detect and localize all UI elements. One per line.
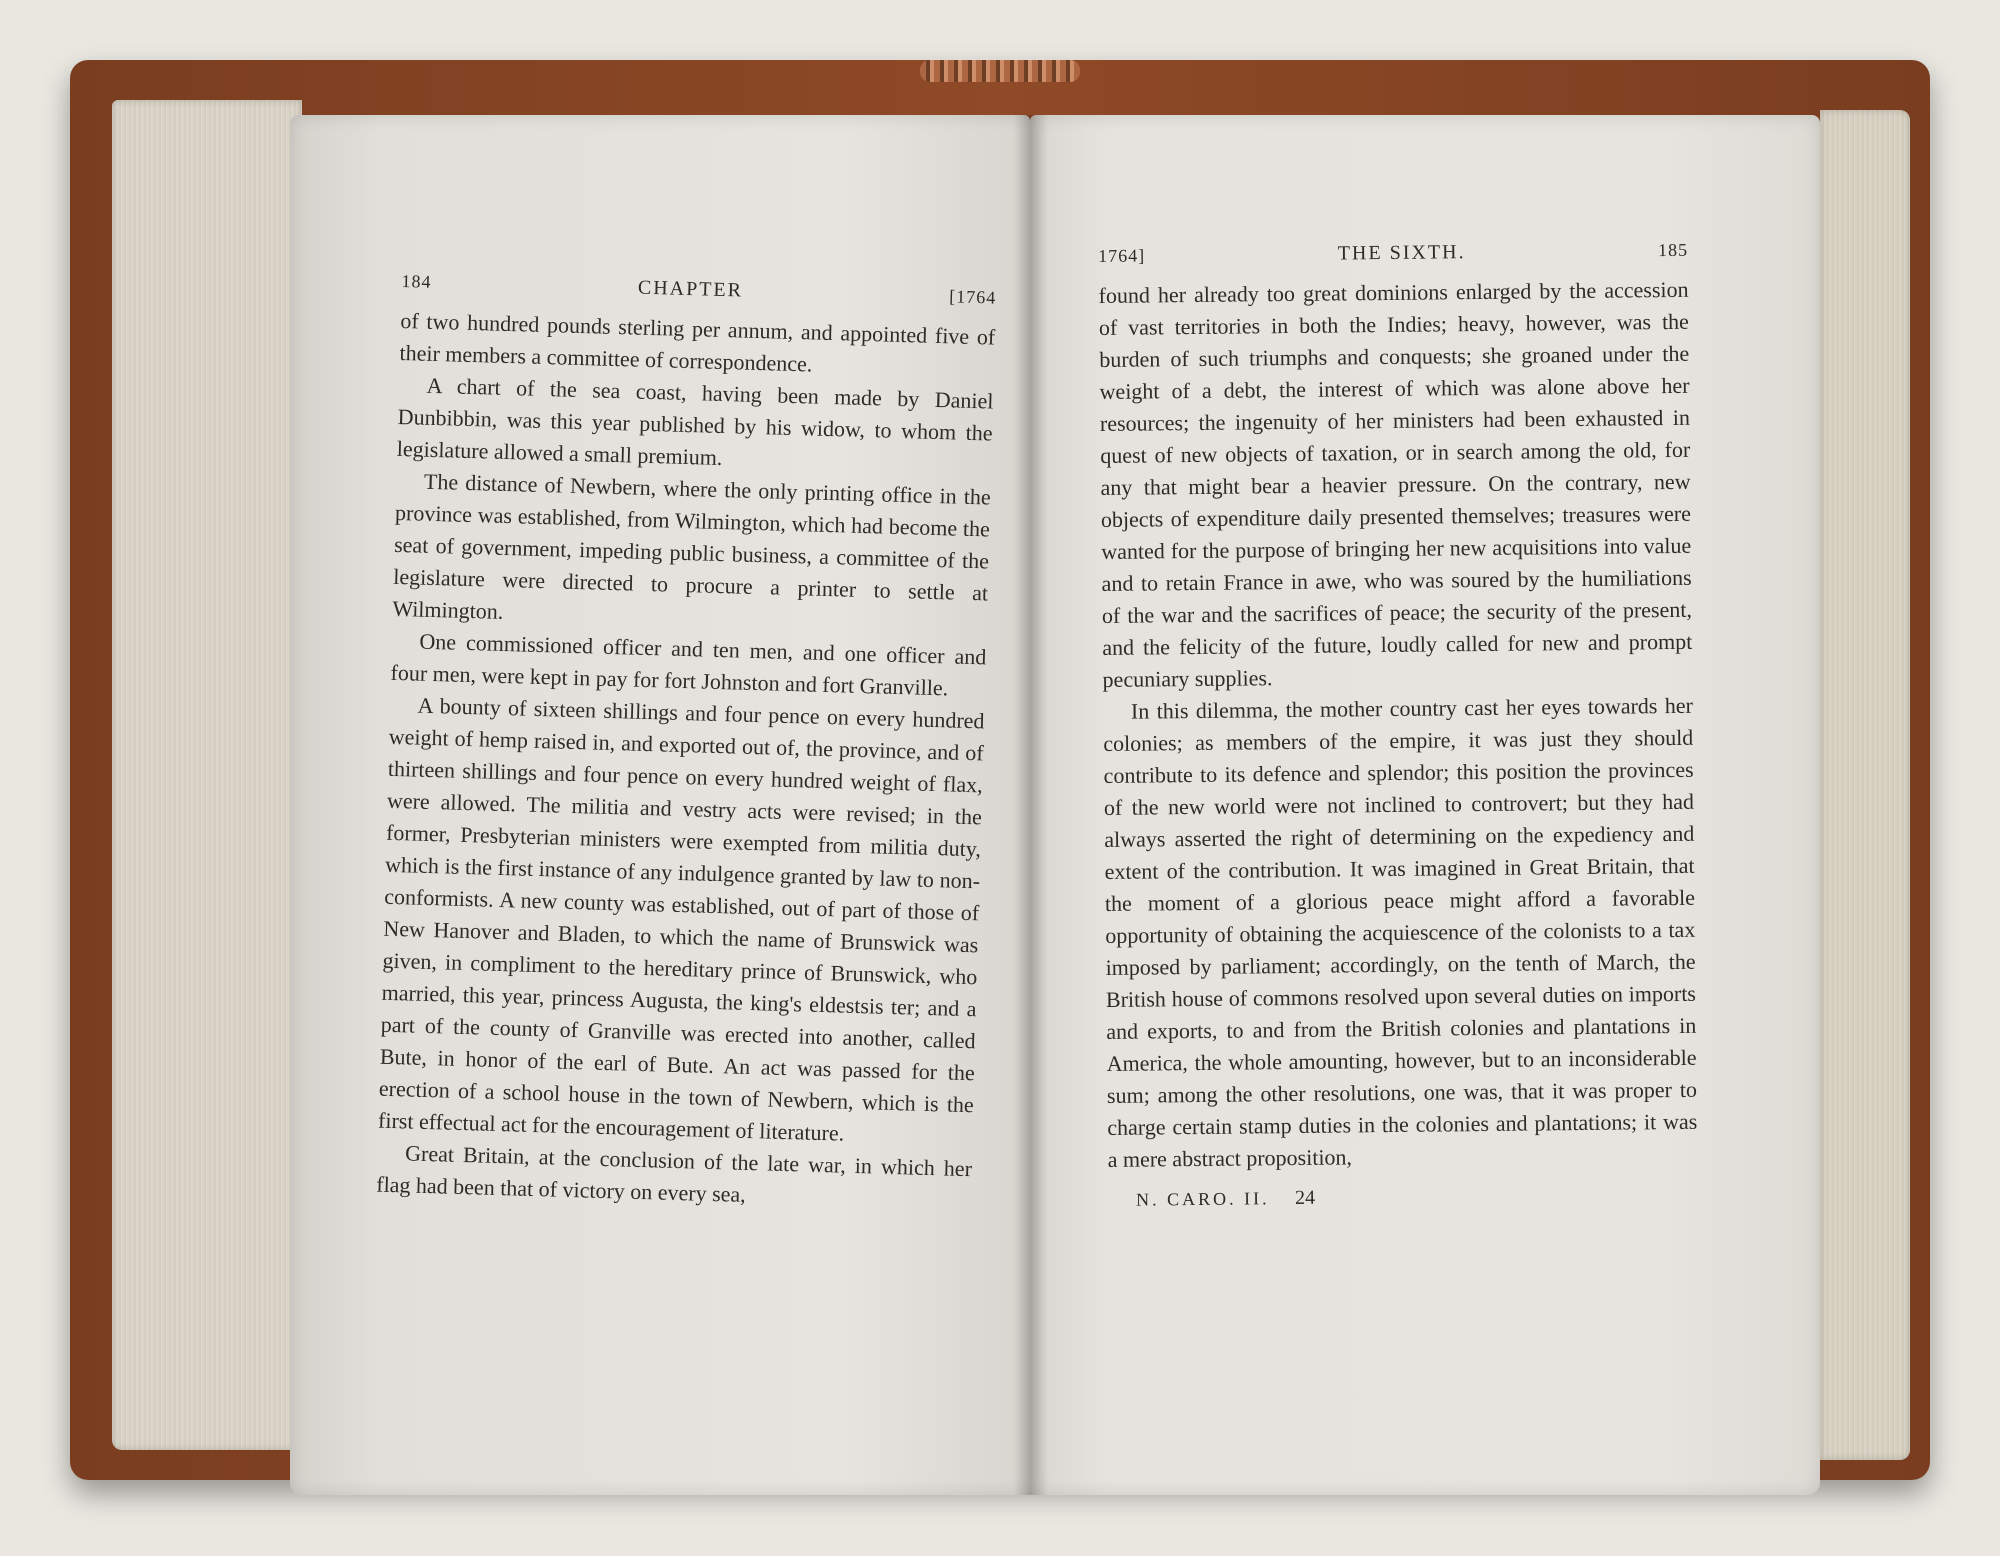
left-page-text xyxy=(376,265,997,1217)
paragraph: In this dilemma, the mother country cast her eyes towards her colonies; as members of the empire, it was just they should contribute to its defence and splendor; this position the provinces of the new world were not inclined to controvert; but they had always asserted the right of determining on the expediency and extent of the contribution. It was imagined in Great Britain, that the moment of a glorious peace might afford a favorable opportunity of obtaining the acquiescence of the colonists to a tax imposed by parliament; accordingly, on the tenth of March, the British house of commons resolved upon several duties on imports and exports, to and from the British colonies and plantations in America, the whole amounting, however, but to an inconsiderable sum; among the other resolutions, one was, that it was proper to charge certain stamp duties in the colonies and plantations; it was a mere abstract proposition, xyxy=(1103,692,1698,1172)
right-page-stack xyxy=(1820,110,1910,1460)
left-year: [1764 xyxy=(949,286,997,308)
right-running-title: THE SIXTH. xyxy=(1337,241,1466,265)
paragraph: The distance of Newbern, where the only printing office in the province was established, from Wilmington, which had become the seat of government, impeding public business, a committee of the legislature were directed to procure a printer to settle at Wilmington. xyxy=(392,468,992,624)
left-page-number: 184 xyxy=(401,270,432,292)
paragraph: A bounty of sixteen shillings and four pence on every hundred weight of hemp raised in, and exported out of, the province, and of thirteen shillings and four pence on every hundred weight of flax, were allowed. The militia and vestry acts were revised; in the former, Presbyterian ministers were exempted from militia duty, which is the first instance of any indulgence granted by law to non-conformists. A new county was established, out of part of those of New Hanover and Bladen, to which the name of Brunswick was given, in compliment to the hereditary prince of Brunswick, who married, this year, princess Augusta, the king's eldestsis ter; and a part of the county of Granville was erected into another, called Bute, in honor of the earl of Bute. An act was passed for the erection of a school house in the town of Newbern, which is the first effectual act for the encouragement of literature. xyxy=(377,692,985,1146)
paragraph: One commissioned officer and ten men, and one officer and four men, were kept in pay for fort Johnston and fort Granville. xyxy=(390,628,987,701)
right-page-number: 185 xyxy=(1658,239,1689,261)
right-year: 1764] xyxy=(1098,245,1146,266)
paragraph: of two hundred pounds sterling per annum, and appointed five of their members a committee of correspondence. xyxy=(399,307,996,377)
signature-mark xyxy=(1108,1178,1698,1216)
right-running-head xyxy=(1098,234,1688,272)
paragraph: A chart of the sea coast, having been made by Daniel Dunbibbin, was this year published by his widow, to whom the legislature allowed a small premium. xyxy=(396,372,994,471)
paragraph: Great Britain, at the conclusion of the late war, in which her flag had been that of victory on every sea, xyxy=(375,1140,973,1207)
left-page-stack xyxy=(112,100,302,1450)
left-running-title: CHAPTER xyxy=(637,276,744,302)
right-page-text xyxy=(1098,234,1698,1216)
signature-text: N. CARO. II. xyxy=(1135,1188,1270,1210)
book-headband xyxy=(920,60,1080,82)
paragraph: found her already too great dominions enlarged by the accession of vast territories in both the Indies; heavy, however, was the burden of such triumphs and conquests; she groaned under the weight of a debt, the interest of which was alone above her resources; the ingenuity of her ministers had been exhausted in quest of new objects of taxation, or in search among the old, for any that might bear a heavier pressure. On the contrary, new objects of expenditure daily presented themselves; treasures were wanted for the purpose of bringing her new acquisitions into value and to retain France in awe, who was soured by the humiliations of the war and the sacrifices of peace; the security of the present, and the felicity of the future, loudly called for new and prompt pecuniary supplies. xyxy=(1098,276,1693,692)
signature-number: 24 xyxy=(1294,1186,1316,1209)
